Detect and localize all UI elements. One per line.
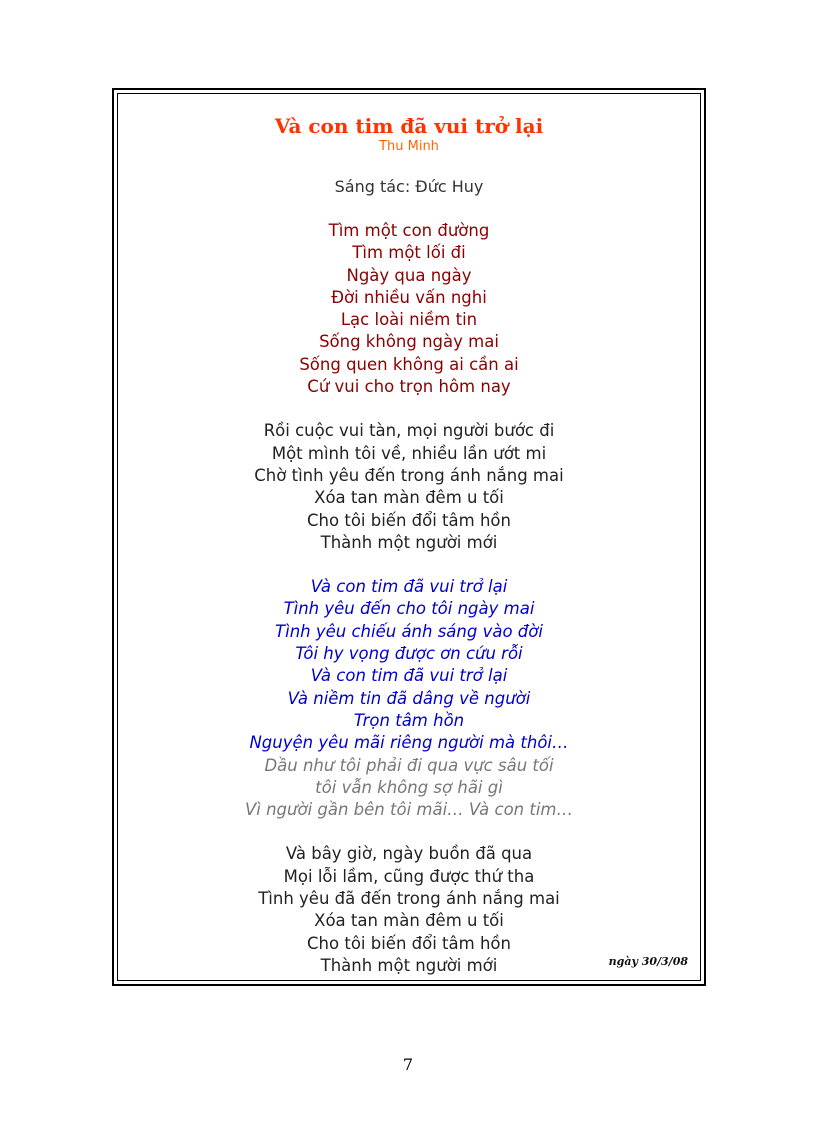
poem-line: Và bây giờ, ngày buồn đã qua [285,844,533,864]
poem-line: Tình yêu chiếu ánh sáng vào đời [275,621,543,641]
poem-line: Tình yêu đến cho tôi ngày mai [283,599,535,619]
poem-line: Xóa tan màn đêm u tối [314,911,504,931]
poem-line: Ngày qua ngày [346,265,472,285]
poem-line: Trọn tâm hồn [353,710,465,730]
poem-line: Và con tim đã vui trở lại [310,666,508,686]
poem-line: Rồi cuộc vui tàn, mọi người bước đi [263,421,555,441]
poem-frame-inner [117,93,701,981]
poem-frame [112,88,706,986]
page-number: 7 [402,1055,414,1074]
poem-line-grey: Dầu như tôi phải đi qua vực sâu tối [264,755,554,775]
poem-line: Sống quen không ai cần ai [299,354,519,374]
poem-line: Xóa tan màn đêm u tối [314,488,504,508]
stanza-3-chorus [118,576,700,821]
poem-line: Nguyện yêu mãi riêng người mà thôi… [249,733,569,753]
poem-line: Sống không ngày mai [319,332,499,352]
poem-line-grey: tôi vẫn không sợ hãi gì [315,777,503,797]
poem-line: Cho tôi biến đổi tâm hồn [307,510,511,530]
poem-composer: Sáng tác: Đức Huy [334,177,484,196]
poem-line: Mọi lỗi lầm, cũng được thứ tha [283,866,535,886]
poem-line: Tôi hy vọng được ơn cứu rỗi [295,644,523,664]
poem-line: Tình yêu đã đến trong ánh nắng mai [258,889,560,909]
poem-line: Thành một người mới [320,532,498,552]
poem-line: Và con tim đã vui trở lại [310,577,508,597]
poem-line: Chờ tình yêu đến trong ánh nắng mai [254,465,564,485]
poem-content [118,94,700,977]
poem-line: Thành một người mới [320,955,498,975]
poem-line-grey: Vì người gần bên tôi mãi… Và con tim… [244,800,574,820]
poem-line: Đời nhiều vấn nghi [331,287,487,307]
poem-title: Và con tim đã vui trở lại [274,114,544,138]
poem-line: Tìm một con đường [328,221,490,240]
poem-line: Một mình tôi về, nhiều lần ướt mi [271,443,547,463]
poem-line: Cho tôi biến đổi tâm hồn [307,933,511,953]
poem-line: Cứ vui cho trọn hôm nay [307,377,511,397]
poem-author: Thu Minh [379,139,439,154]
poem-date: ngày 30/3/08 [608,955,688,968]
stanza-2 [118,420,700,554]
poem-line: Lạc loài niềm tin [340,310,478,330]
stanza-1 [118,220,700,398]
poem-line: Và niềm tin đã dâng về người [287,688,531,708]
poem-line: Tìm một lối đi [352,243,466,263]
